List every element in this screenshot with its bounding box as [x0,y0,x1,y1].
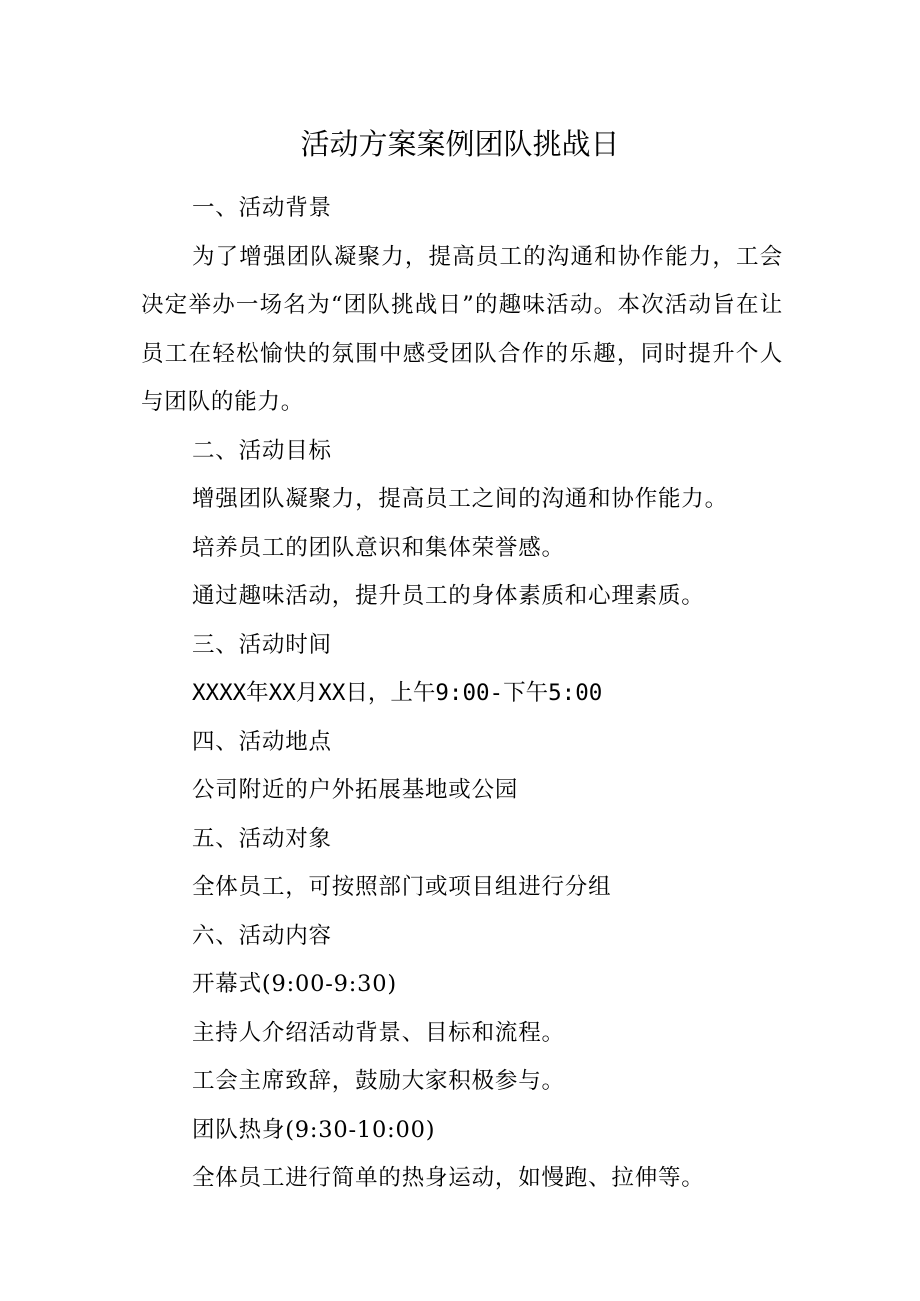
goal-item: 培养员工的团队意识和集体荣誉感。 [192,534,565,561]
goal-item: 通过趣味活动，提升员工的身体素质和心理素质。 [192,583,705,609]
section-heading-audience: 五、活动对象 [192,825,332,852]
goal-item: 增强团队凝聚力，提高员工之间的沟通和协作能力。 [192,486,728,512]
time-text: XXXX年XX月XX日，上午9:00-下午5:00 [192,680,603,706]
opening-title: 开幕式(9:00-9:30) [192,971,397,997]
document-body [141,184,783,1203]
section-heading-content: 六、活动内容 [192,922,332,949]
opening-item: 工会主席致辞，鼓励大家积极参与。 [192,1068,565,1094]
warmup-title: 团队热身(9:30-10:00) [192,1116,436,1143]
section-heading-time: 三、活动时间 [192,631,332,658]
warmup-item: 全体员工进行简单的热身运动，如慢跑、拉伸等。 [192,1165,705,1191]
document-title: 活动方案案例团队挑战日 [300,127,620,161]
section-heading-goals: 二、活动目标 [192,437,332,464]
background-paragraph: 为了增强团队凝聚力，提高员工的沟通和协作能力，工会决定举办一场名为“团队挑战日”的趣味活动。本次活动旨在让员工在轻松愉快的氛围中感受团队合作的乐趣，同时提升个人与团队的能力。 [141,243,783,415]
audience-text: 全体员工，可按照部门或项目组进行分组 [192,874,612,900]
section-heading-location: 四、活动地点 [192,728,332,755]
opening-item: 主持人介绍活动背景、目标和流程。 [192,1019,565,1046]
location-text: 公司附近的户外拓展基地或公园 [192,777,519,803]
section-heading-background: 一、活动背景 [192,195,332,221]
